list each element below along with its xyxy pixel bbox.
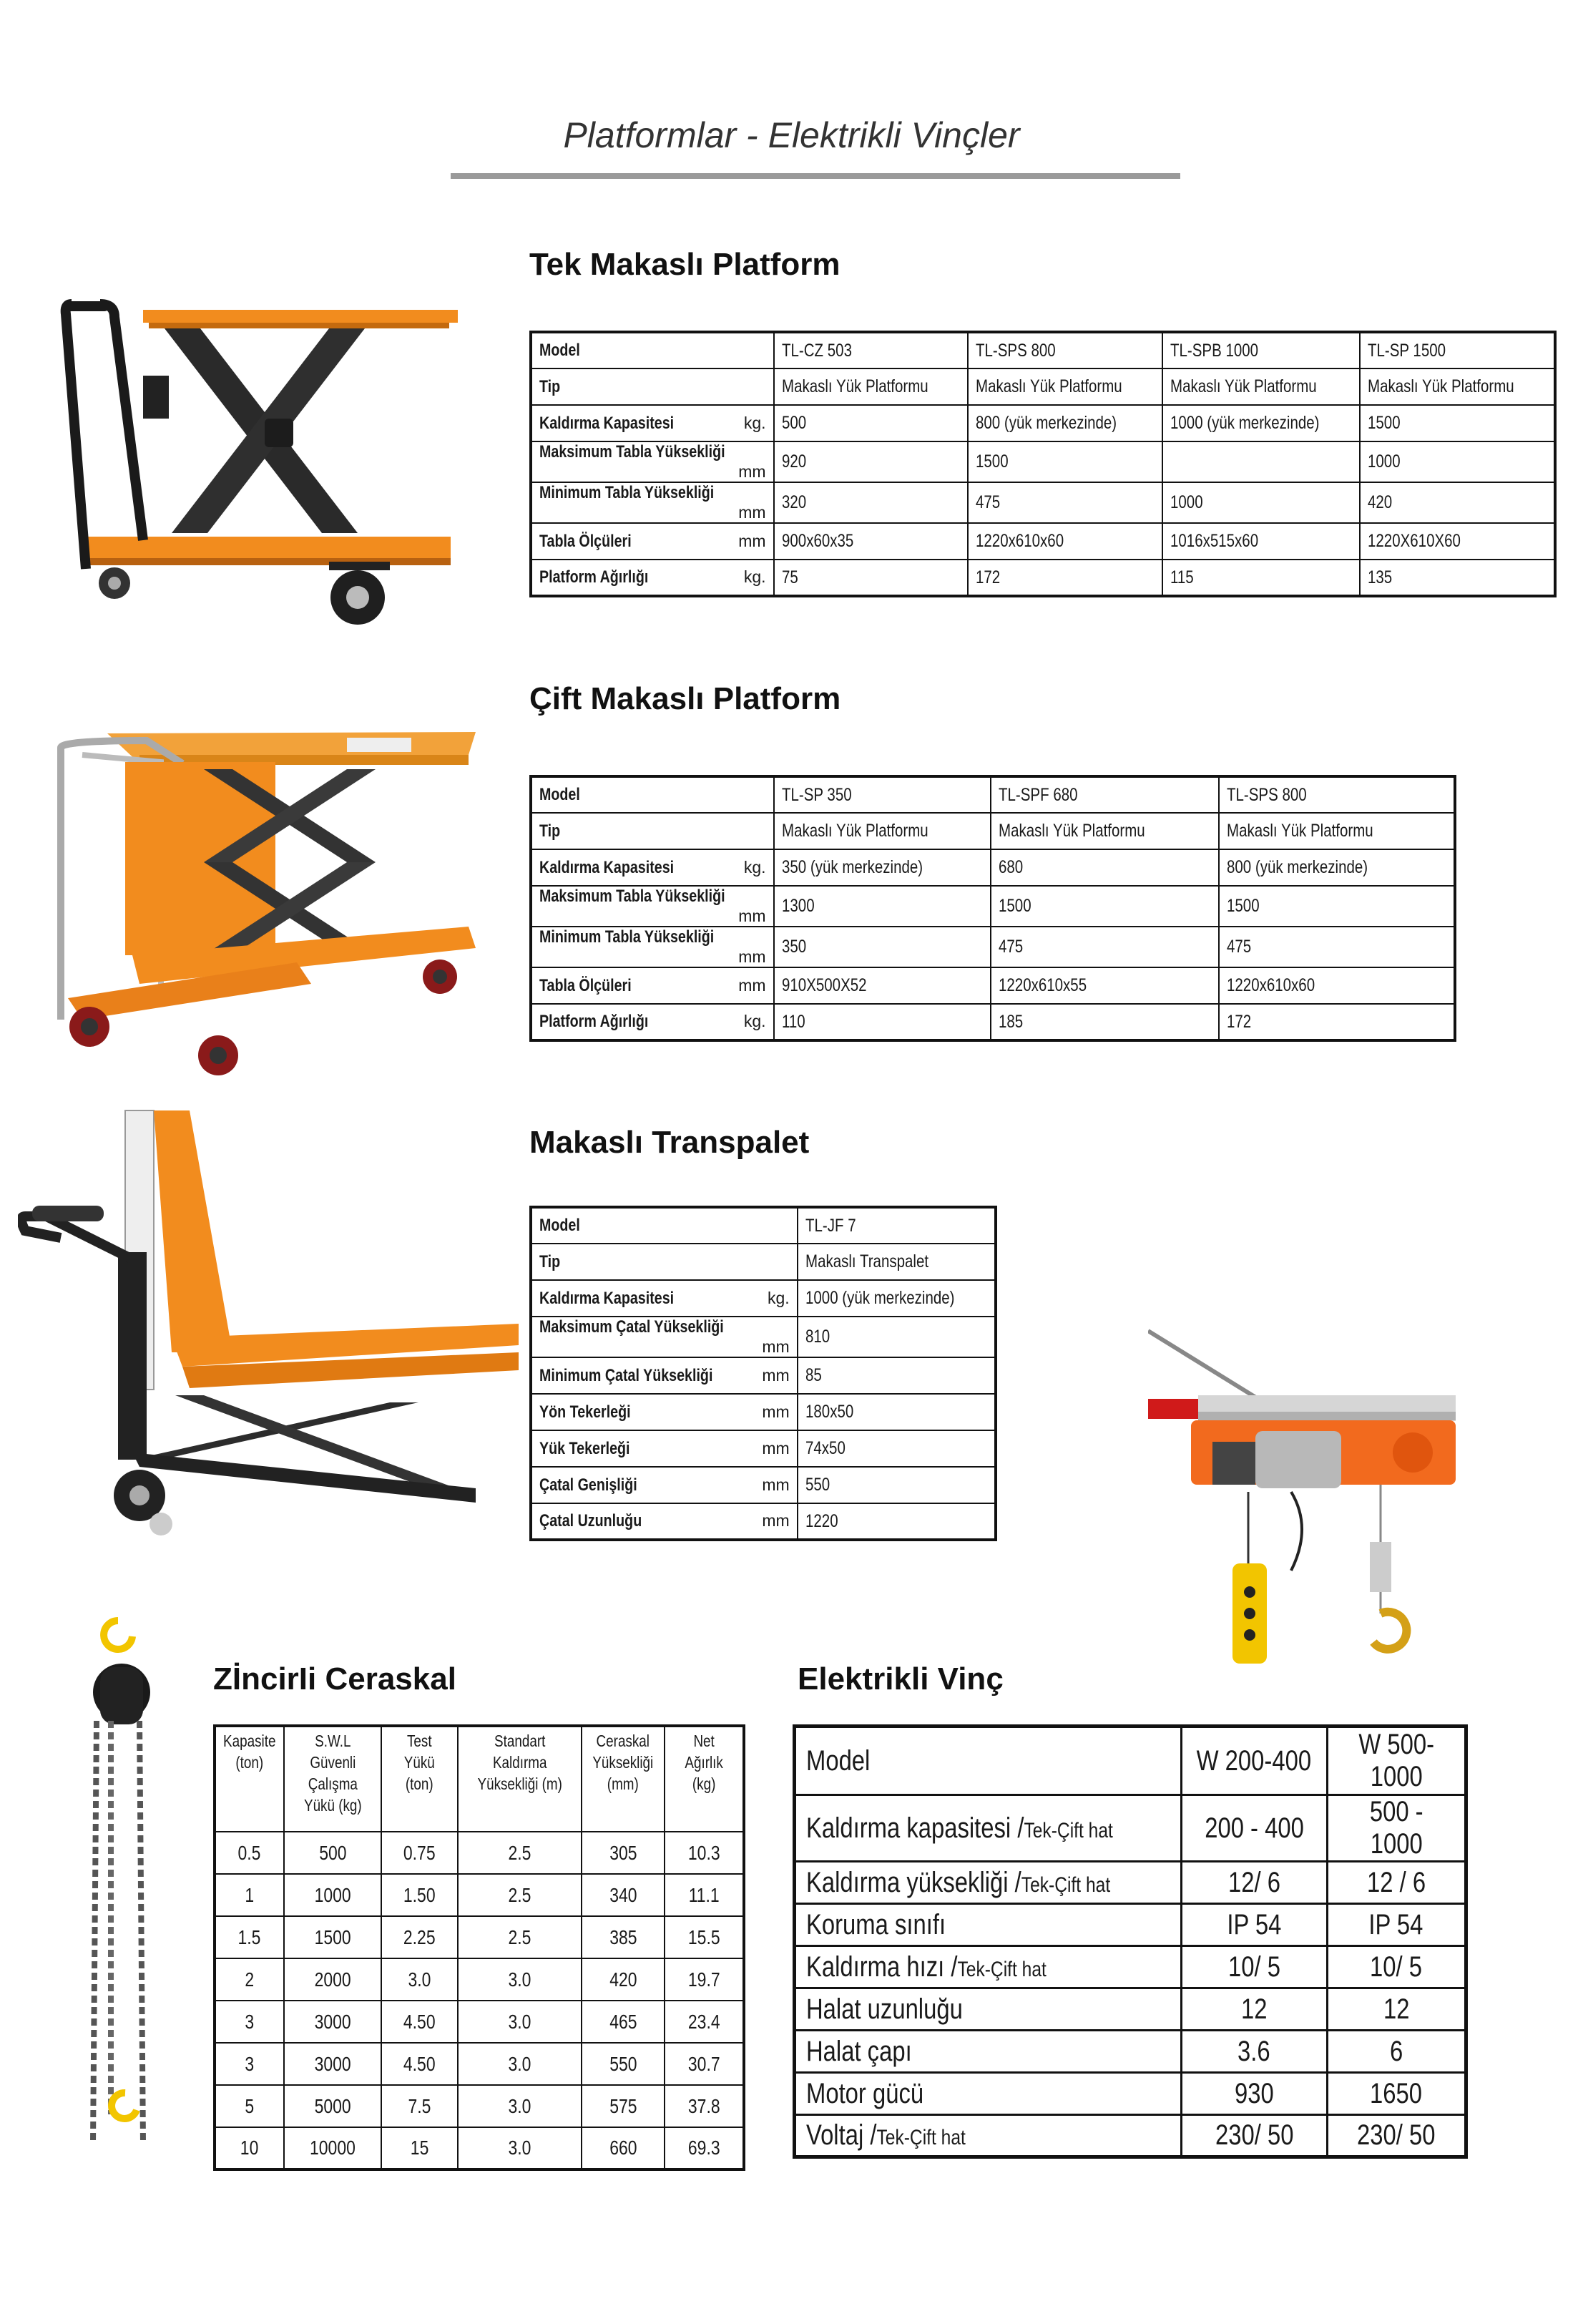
table-row: [531, 523, 1555, 560]
column-header: S.W.L Güvenli Çalışma Yükü (kg): [284, 1726, 382, 1832]
zincirli-table: [213, 1724, 745, 2171]
table-cell: [1162, 441, 1360, 482]
table-cell: TL-CZ 503: [774, 332, 969, 368]
scissor-pallet-truck-image: [18, 1109, 519, 1581]
row-label: Halat uzunluğu: [795, 1988, 1182, 2031]
table-cell: 800 (yük merkezinde): [1219, 849, 1455, 886]
table-cell: 19.7: [665, 1958, 744, 2001]
table-cell: IP 54: [1327, 1904, 1466, 1946]
single-scissor-platform-image: [57, 297, 472, 633]
table-cell: 420: [582, 1958, 665, 2001]
table-row: [531, 849, 1455, 886]
table-cell: 1500: [1219, 886, 1455, 927]
table-cell: 230/ 50: [1182, 2115, 1328, 2157]
row-unit: mm: [762, 1475, 790, 1494]
table-cell: 465: [582, 2001, 665, 2043]
table-cell: 350 (yük merkezinde): [774, 849, 991, 886]
table-cell: TL-JF 7: [798, 1207, 996, 1244]
table-cell: 10: [215, 2127, 284, 2169]
table-cell: 1000 (yük merkezinde): [798, 1280, 996, 1317]
table-cell: 900x60x35: [774, 523, 969, 560]
table-cell: 11.1: [665, 1874, 744, 1916]
table-cell: 1220x610x55: [991, 967, 1220, 1004]
table-row: [215, 2085, 744, 2127]
table-cell: 1220x610x60: [968, 523, 1162, 560]
vinc-table: [793, 1724, 1468, 2159]
table-cell: 1220x610x60: [1219, 967, 1455, 1004]
table-cell: 500: [284, 1832, 382, 1874]
table-cell: TL-SPS 800: [1219, 776, 1455, 813]
table-cell: 1.50: [381, 1874, 458, 1916]
table-cell: 550: [582, 2043, 665, 2085]
table-cell: Makaslı Yük Platformu: [1219, 813, 1455, 849]
table-cell: 1500: [1360, 405, 1555, 441]
row-label: Kaldırma Kapasitesi kg.: [531, 1280, 798, 1317]
table-cell: 230/ 50: [1327, 2115, 1466, 2157]
table-cell: 1500: [991, 886, 1220, 927]
table-cell: 200 - 400: [1182, 1795, 1328, 1862]
table-row: [795, 2073, 1466, 2115]
table-cell: 2.25: [381, 1916, 458, 1958]
table-cell: 7.5: [381, 2085, 458, 2127]
table-cell: 0.75: [381, 1832, 458, 1874]
table-cell: 15: [381, 2127, 458, 2169]
table-cell: 3.0: [458, 2043, 582, 2085]
row-unit: mm: [738, 503, 766, 522]
row-unit: mm: [738, 975, 766, 995]
table-row: [531, 332, 1555, 368]
table-cell: 920: [774, 441, 969, 482]
table-cell: 4.50: [381, 2043, 458, 2085]
column-header: Net Ağırlık (kg): [665, 1726, 744, 1832]
table-cell: TL-SP 350: [774, 776, 991, 813]
row-unit: mm: [738, 947, 766, 966]
table-cell: 3.0: [381, 1958, 458, 2001]
row-label: Yük Tekerleği mm: [531, 1430, 798, 1467]
row-label: Tabla Ölçüleri mm: [531, 967, 774, 1004]
table-cell: 2: [215, 1958, 284, 2001]
chain-hoist-image: [72, 1613, 165, 2157]
row-label: Kaldırma hızı /Tek-Çift hat: [795, 1946, 1182, 1988]
row-unit: mm: [762, 1511, 790, 1530]
table-cell: 1220X610X60: [1360, 523, 1555, 560]
row-label: Tip: [531, 1244, 798, 1280]
table-cell: 3.0: [458, 1958, 582, 2001]
row-label: Maksimum Tabla Yüksekliği mm: [531, 886, 774, 927]
cift-makasli-table: [529, 775, 1456, 1042]
table-row: [531, 1207, 996, 1244]
table-cell: 5: [215, 2085, 284, 2127]
table-row: [531, 441, 1555, 482]
table-cell: 115: [1162, 560, 1360, 596]
table-cell: Makaslı Yük Platformu: [1162, 368, 1360, 405]
table-cell: 550: [798, 1467, 996, 1503]
table-cell: Makaslı Yük Platformu: [991, 813, 1220, 849]
table-cell: 135: [1360, 560, 1555, 596]
row-unit: mm: [762, 1365, 790, 1385]
table-cell: 500: [774, 405, 969, 441]
table-row: [531, 482, 1555, 523]
table-cell: TL-SP 1500: [1360, 332, 1555, 368]
table-cell: 930: [1182, 2073, 1328, 2115]
table-cell: 420: [1360, 482, 1555, 523]
row-unit: kg.: [743, 857, 766, 877]
table-row: [531, 1430, 996, 1467]
table-cell: 10000: [284, 2127, 382, 2169]
table-row: [531, 886, 1455, 927]
table-cell: 3.0: [458, 2001, 582, 2043]
table-cell: IP 54: [1182, 1904, 1328, 1946]
table-row: [531, 813, 1455, 849]
table-row: [795, 1795, 1466, 1862]
table-row: [215, 2001, 744, 2043]
table-cell: 85: [798, 1357, 996, 1394]
transpalet-title: Makaslı Transpalet: [529, 1125, 810, 1160]
table-cell: 172: [1219, 1004, 1455, 1040]
table-cell: 0.5: [215, 1832, 284, 1874]
table-row: [531, 1394, 996, 1430]
table-row: [795, 1904, 1466, 1946]
table-cell: 12: [1182, 1988, 1328, 2031]
table-cell: 1.5: [215, 1916, 284, 1958]
table-cell: 75: [774, 560, 969, 596]
table-cell: 475: [1219, 927, 1455, 967]
table-cell: 2.5: [458, 1916, 582, 1958]
table-cell: W 500-1000: [1327, 1727, 1466, 1795]
table-row: [215, 1958, 744, 2001]
table-cell: 1000 (yük merkezinde): [1162, 405, 1360, 441]
row-unit: mm: [762, 1337, 790, 1356]
table-row: [795, 2115, 1466, 2157]
table-row: [215, 2043, 744, 2085]
table-row: [531, 1467, 996, 1503]
table-row: [795, 2031, 1466, 2073]
table-cell: 810: [798, 1317, 996, 1357]
table-cell: 320: [774, 482, 969, 523]
table-cell: 660: [582, 2127, 665, 2169]
column-header: Kapasite (ton): [215, 1726, 284, 1832]
table-row: [215, 1874, 744, 1916]
table-cell: 3: [215, 2043, 284, 2085]
row-label: Model: [795, 1727, 1182, 1795]
table-cell: 30.7: [665, 2043, 744, 2085]
table-cell: 1500: [968, 441, 1162, 482]
electric-hoist-image: [1148, 1327, 1456, 1685]
row-label: Model: [531, 776, 774, 813]
table-row: [531, 1280, 996, 1317]
table-cell: 2000: [284, 1958, 382, 2001]
row-unit: kg.: [743, 1012, 766, 1030]
table-cell: 180x50: [798, 1394, 996, 1430]
table-row: [795, 1946, 1466, 1988]
row-label: Halat çapı: [795, 2031, 1182, 2073]
tek-makasli-table: [529, 331, 1557, 597]
table-cell: 12 / 6: [1327, 1862, 1466, 1904]
column-header: Ceraskal Yüksekliği (mm): [582, 1726, 665, 1832]
table-cell: 1: [215, 1874, 284, 1916]
table-cell: 475: [991, 927, 1220, 967]
table-cell: TL-SPB 1000: [1162, 332, 1360, 368]
table-cell: 910X500X52: [774, 967, 991, 1004]
table-row: [531, 1004, 1455, 1040]
row-unit: kg.: [743, 413, 766, 432]
row-label: Voltaj /Tek-Çift hat: [795, 2115, 1182, 2157]
table-row: [531, 776, 1455, 813]
table-cell: 10/ 5: [1182, 1946, 1328, 1988]
table-cell: 1220: [798, 1503, 996, 1540]
table-cell: 4.50: [381, 2001, 458, 2043]
table-cell: 800 (yük merkezinde): [968, 405, 1162, 441]
row-label: Platform Ağırlığı kg.: [531, 560, 774, 596]
table-cell: 110: [774, 1004, 991, 1040]
table-cell: 37.8: [665, 2085, 744, 2127]
row-label: Çatal Uzunluğu mm: [531, 1503, 798, 1540]
row-label: Yön Tekerleği mm: [531, 1394, 798, 1430]
double-scissor-platform-image: [39, 719, 483, 1091]
row-label: Çatal Genişliği mm: [531, 1467, 798, 1503]
table-row: [795, 1988, 1466, 2031]
transpalet-table: [529, 1206, 997, 1541]
row-unit: mm: [738, 531, 766, 550]
row-label: Model: [531, 1207, 798, 1244]
table-cell: 23.4: [665, 2001, 744, 2043]
column-header: Standart Kaldırma Yüksekliği (m): [458, 1726, 582, 1832]
row-label: Kaldırma Kapasitesi kg.: [531, 849, 774, 886]
row-unit: mm: [738, 462, 766, 481]
table-cell: Makaslı Yük Platformu: [774, 813, 991, 849]
row-label: Motor gücü: [795, 2073, 1182, 2115]
row-label: Platform Ağırlığı kg.: [531, 1004, 774, 1040]
table-cell: Makaslı Yük Platformu: [774, 368, 969, 405]
row-label: Kaldırma yüksekliği /Tek-Çift hat: [795, 1862, 1182, 1904]
row-label: Tip: [531, 368, 774, 405]
table-row: [795, 1727, 1466, 1795]
row-label: Minimum Tabla Yüksekliği mm: [531, 927, 774, 967]
table-row: [531, 927, 1455, 967]
row-label: Minimum Çatal Yüksekliği mm: [531, 1357, 798, 1394]
table-cell: 680: [991, 849, 1220, 886]
row-label: Minimum Tabla Yüksekliği mm: [531, 482, 774, 523]
row-unit: kg.: [768, 1288, 790, 1307]
table-cell: TL-SPS 800: [968, 332, 1162, 368]
cift-makasli-title: Çift Makaslı Platform: [529, 681, 841, 716]
table-cell: 500 - 1000: [1327, 1795, 1466, 1862]
table-cell: 172: [968, 560, 1162, 596]
table-cell: 15.5: [665, 1916, 744, 1958]
table-row: [531, 1357, 996, 1394]
table-cell: 3.0: [458, 2127, 582, 2169]
table-cell: 6: [1327, 2031, 1466, 2073]
table-cell: 1000: [284, 1874, 382, 1916]
table-cell: 1000: [1360, 441, 1555, 482]
page-title: Platformlar - Elektrikli Vinçler: [563, 115, 1020, 155]
table-row: [215, 1832, 744, 1874]
table-cell: 3: [215, 2001, 284, 2043]
table-cell: 69.3: [665, 2127, 744, 2169]
table-cell: 1016x515x60: [1162, 523, 1360, 560]
row-label: Model: [531, 332, 774, 368]
table-cell: 5000: [284, 2085, 382, 2127]
table-cell: 385: [582, 1916, 665, 1958]
table-cell: 12/ 6: [1182, 1862, 1328, 1904]
row-label: Koruma sınıfı: [795, 1904, 1182, 1946]
zincirli-title: ZİncirIi Ceraskal: [213, 1661, 456, 1696]
row-label: Kaldırma Kapasitesi kg.: [531, 405, 774, 441]
row-unit: kg.: [743, 567, 766, 586]
table-row: [531, 1244, 996, 1280]
table-cell: 3.0: [458, 2085, 582, 2127]
table-cell: 1650: [1327, 2073, 1466, 2115]
table-cell: 575: [582, 2085, 665, 2127]
table-row: [531, 405, 1555, 441]
table-row: [531, 1317, 996, 1357]
table-row: [531, 560, 1555, 596]
table-cell: Makaslı Transpalet: [798, 1244, 996, 1280]
table-cell: 3000: [284, 2001, 382, 2043]
title-rule: [451, 173, 1180, 179]
table-cell: 350: [774, 927, 991, 967]
table-cell: W 200-400: [1182, 1727, 1328, 1795]
row-label: Tip: [531, 813, 774, 849]
table-cell: 3000: [284, 2043, 382, 2085]
table-cell: TL-SPF 680: [991, 776, 1220, 813]
row-unit: mm: [738, 907, 766, 925]
table-row: [215, 2127, 744, 2169]
table-cell: 1300: [774, 886, 991, 927]
table-cell: 1500: [284, 1916, 382, 1958]
row-label: Kaldırma kapasitesi /Tek-Çift hat: [795, 1795, 1182, 1862]
table-cell: 2.5: [458, 1832, 582, 1874]
row-label: Maksimum Tabla Yüksekliği mm: [531, 441, 774, 482]
tek-makasli-title: Tek Makaslı Platform: [529, 247, 840, 282]
table-row: [795, 1862, 1466, 1904]
column-header: Test Yükü (ton): [381, 1726, 458, 1832]
table-cell: 305: [582, 1832, 665, 1874]
table-cell: 185: [991, 1004, 1220, 1040]
table-row: [215, 1916, 744, 1958]
table-cell: 10/ 5: [1327, 1946, 1466, 1988]
row-unit: mm: [762, 1402, 790, 1421]
table-cell: 475: [968, 482, 1162, 523]
table-cell: Makaslı Yük Platformu: [1360, 368, 1555, 405]
table-cell: 3.6: [1182, 2031, 1328, 2073]
table-cell: 340: [582, 1874, 665, 1916]
table-cell: 10.3: [665, 1832, 744, 1874]
vinc-title: Elektrikli Vinç: [798, 1661, 1004, 1696]
table-cell: 1000: [1162, 482, 1360, 523]
row-label: Tabla Ölçüleri mm: [531, 523, 774, 560]
row-label: Maksimum Çatal Yüksekliği mm: [531, 1317, 798, 1357]
table-cell: Makaslı Yük Platformu: [968, 368, 1162, 405]
row-unit: mm: [762, 1438, 790, 1458]
table-cell: 74x50: [798, 1430, 996, 1467]
table-row: [531, 967, 1455, 1004]
table-row: [531, 368, 1555, 405]
table-row: [531, 1503, 996, 1540]
table-cell: 12: [1327, 1988, 1466, 2031]
table-cell: 2.5: [458, 1874, 582, 1916]
